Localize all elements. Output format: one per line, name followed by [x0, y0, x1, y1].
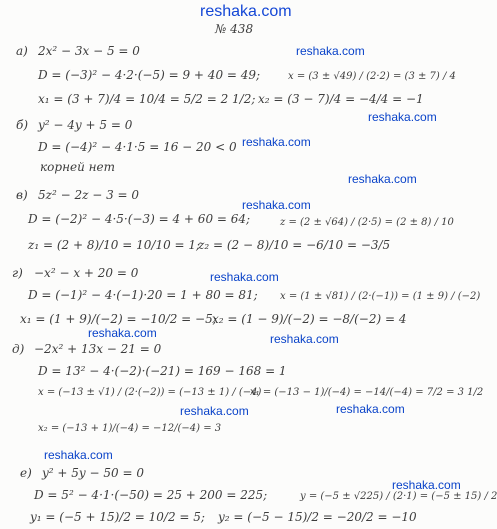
part-b-equation: y² − 4y + 5 = 0 — [38, 118, 133, 132]
part-a-roots-formula: x = (3 ± √49) / (2·2) = (3 ± 7) / 4 — [288, 71, 456, 82]
watermark: reshaka.com — [242, 198, 311, 212]
watermark: reshaka.com — [44, 448, 113, 462]
part-g-equation: −x² − x + 20 = 0 — [34, 266, 139, 280]
watermark: reshaka.com — [296, 44, 365, 58]
watermark: reshaka.com — [392, 478, 461, 492]
part-d-equation: −2x² + 13x − 21 = 0 — [34, 342, 162, 356]
part-a-label: а) — [16, 44, 28, 58]
part-d-label: д) — [12, 342, 25, 356]
part-d-x2: x₂ = (−13 + 1)/(−4) = −12/(−4) = 3 — [38, 423, 222, 434]
part-v-roots-formula: z = (2 ± √64) / (2·5) = (2 ± 8) / 10 — [280, 217, 454, 228]
part-v-discriminant: D = (−2)² − 4·5·(−3) = 4 + 60 = 64; — [28, 212, 251, 226]
part-g-label: г) — [12, 266, 23, 280]
watermark-top: reshaka.com — [200, 3, 292, 20]
part-a-x1: x₁ = (3 + 7)/4 = 10/4 = 5/2 = 2 1/2; — [38, 92, 256, 106]
part-e-y2: y₂ = (−5 − 15)/2 = −20/2 = −10 — [218, 510, 417, 524]
part-a-discriminant: D = (−3)² − 4·2·(−5) = 9 + 40 = 49; — [38, 68, 261, 82]
part-g-discriminant: D = (−1)² − 4·(−1)·20 = 1 + 80 = 81; — [28, 288, 258, 302]
watermark: reshaka.com — [242, 135, 311, 149]
part-a-x2: x₂ = (3 − 7)/4 = −4/4 = −1 — [258, 92, 424, 106]
watermark: reshaka.com — [210, 270, 279, 284]
part-g-roots-formula: x = (1 ± √81) / (2·(−1)) = (1 ± 9) / (−2) — [280, 291, 481, 302]
problem-number: № 438 — [215, 22, 254, 36]
part-e-discriminant: D = 5² − 4·1·(−50) = 25 + 200 = 225; — [34, 488, 268, 502]
part-v-equation: 5z² − 2z − 3 = 0 — [38, 188, 140, 202]
part-d-x1: x₁ = (−13 − 1)/(−4) = −14/(−4) = 7/2 = 3 1/2 — [250, 387, 484, 398]
part-b-label: б) — [16, 118, 29, 132]
part-d-roots-formula: x = (−13 ± √1) / (2·(−2)) = (−13 ± 1) / (−4) — [38, 387, 262, 398]
part-e-y1: y₁ = (−5 + 15)/2 = 10/2 = 5; — [30, 510, 205, 524]
part-b-conclusion: корней нет — [40, 160, 116, 174]
part-e-label: е) — [20, 466, 32, 480]
part-v-z1: z₁ = (2 + 8)/10 = 10/10 = 1; — [28, 238, 201, 252]
watermark: reshaka.com — [336, 402, 405, 416]
part-b-discriminant: D = (−4)² − 4·1·5 = 16 − 20 < 0 — [38, 140, 237, 154]
part-e-roots-formula: y = (−5 ± √225) / (2·1) = (−5 ± 15) / 2 — [300, 491, 497, 502]
watermark: reshaka.com — [270, 332, 339, 346]
part-g-x1: x₁ = (1 + 9)/(−2) = −10/2 = −5; — [20, 312, 217, 326]
watermark: reshaka.com — [88, 326, 157, 340]
part-d-discriminant: D = 13² − 4·(−2)·(−21) = 169 − 168 = 1 — [38, 364, 287, 378]
watermark: reshaka.com — [180, 404, 249, 418]
part-e-equation: y² + 5y − 50 = 0 — [42, 466, 144, 480]
part-a-equation: 2x² − 3x − 5 = 0 — [38, 44, 140, 58]
part-g-x2: x₂ = (1 − 9)/(−2) = −8/(−2) = 4 — [212, 312, 407, 326]
watermark: reshaka.com — [348, 172, 417, 186]
watermark: reshaka.com — [368, 110, 437, 124]
part-v-label: в) — [16, 188, 28, 202]
part-v-z2: z₂ = (2 − 8)/10 = −6/10 = −3/5 — [198, 238, 391, 252]
